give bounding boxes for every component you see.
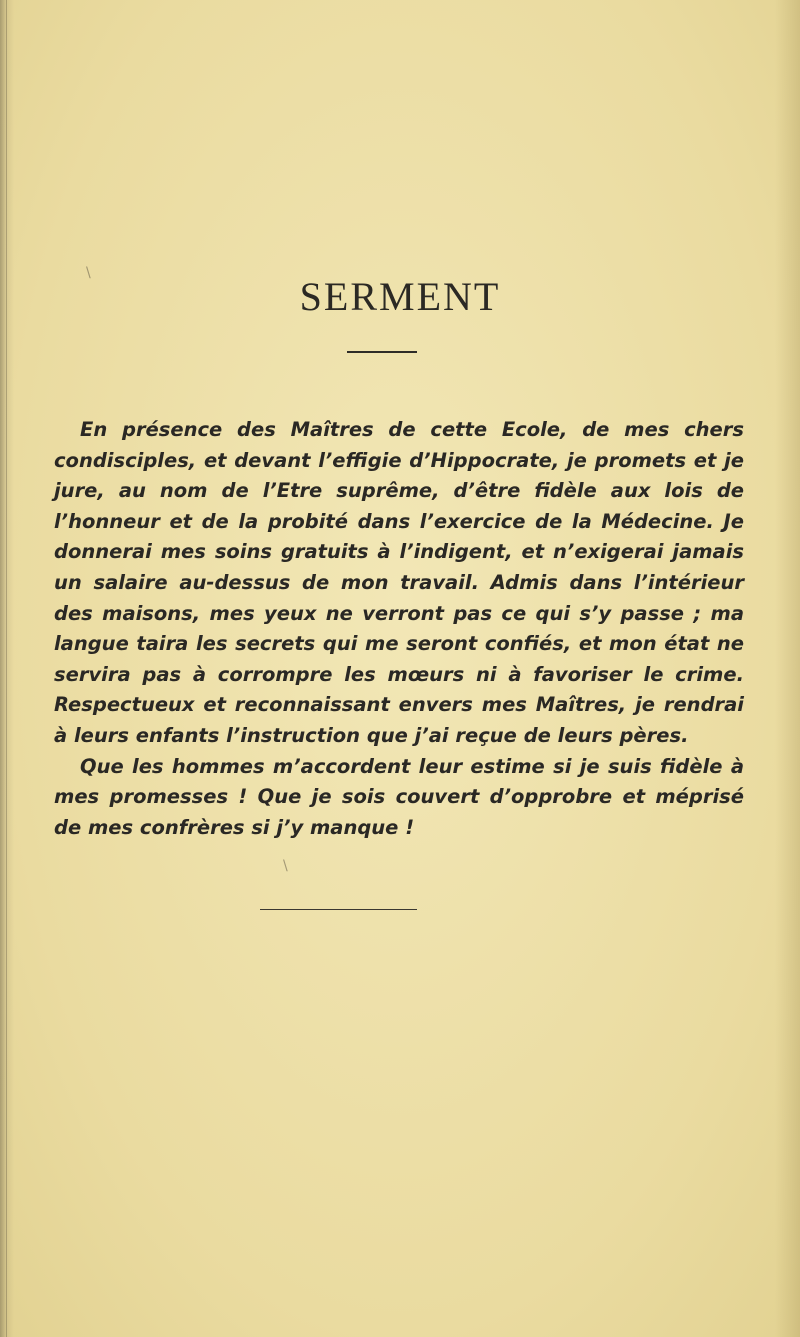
paper-mark: \ <box>283 858 288 874</box>
binding-edge <box>6 0 7 1337</box>
paper-mark: \ <box>86 265 91 281</box>
title-rule <box>347 351 417 353</box>
oath-text <box>54 415 744 843</box>
closing-rule <box>260 909 417 910</box>
paragraph-oath: En présence des Maîtres de cette Ecole, de mes chers condisciples, et devant l’effigie d’Hippocrate, je promets et je jure, au nom de l’Etre suprême, d’être fidèle aux lois de l’honneur et de la probité dans l’exercice de la Médecine. Je donnerai mes soins gratuits à l’indigent, et n’exigerai jamais un salaire au-dessus de mon travail. Admis dans l’intérieur des maisons, mes yeux ne verront pas ce qui s’y passe ; ma langue taira les secrets qui me seront confiés, et mon état ne servira pas à corrompre les mœurs ni à favoriser le crime. Respectueux et reconnaissant envers mes Maîtres, je rendrai à leurs enfants l’instruction que j’ai reçue de leurs pères. <box>54 418 744 747</box>
paragraph-closing: Que les hommes m’accordent leur estime si je suis fidèle à mes promesses ! Que je sois couvert d’opprobre et méprisé de mes confrères si j’y manque ! <box>54 754 744 839</box>
document-title: SERMENT <box>299 274 501 319</box>
